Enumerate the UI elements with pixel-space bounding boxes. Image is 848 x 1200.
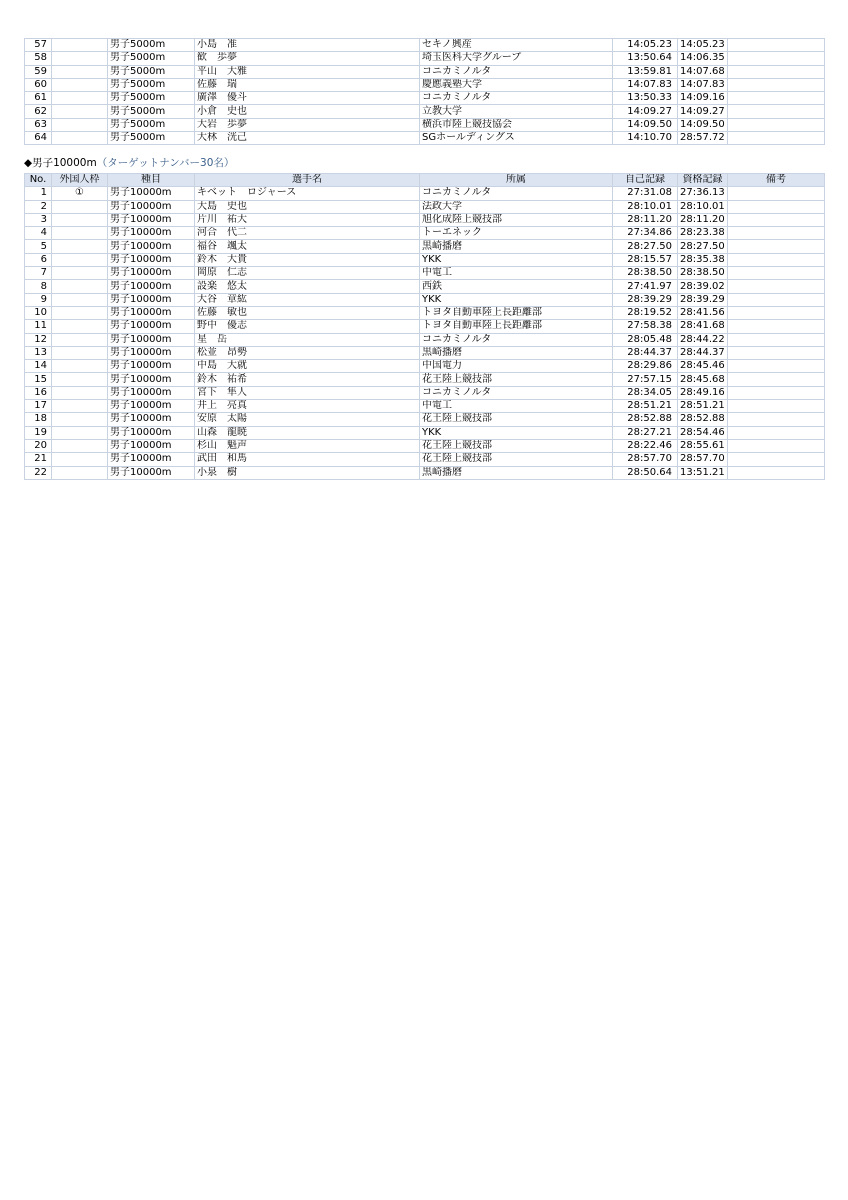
- cell-personal-record: 14:09.27: [613, 105, 678, 118]
- cell-athlete-name: 宮下 隼人: [195, 386, 420, 399]
- cell-no: 59: [25, 65, 52, 78]
- cell-no: 1: [25, 187, 52, 200]
- cell-athlete-name: 佐藤 瑞: [195, 78, 420, 91]
- cell-event: 男子10000m: [108, 213, 195, 226]
- cell-qualifying-record: 13:51.21: [678, 466, 728, 479]
- table-row: [25, 118, 825, 131]
- cell-event: 男子10000m: [108, 293, 195, 306]
- cell-event: 男子10000m: [108, 280, 195, 293]
- cell-no: 13: [25, 346, 52, 359]
- cell-athlete-name: 野中 優志: [195, 320, 420, 333]
- cell-personal-record: 27:41.97: [613, 280, 678, 293]
- cell-affiliation: トヨタ自動車陸上長距離部: [420, 320, 613, 333]
- table-row: [25, 39, 825, 52]
- cell-remarks: [728, 293, 825, 306]
- cell-event: 男子10000m: [108, 320, 195, 333]
- cell-affiliation: 中電工: [420, 267, 613, 280]
- cell-event: 男子5000m: [108, 105, 195, 118]
- table-row: [25, 373, 825, 386]
- cell-affiliation: 横浜市陸上競技協会: [420, 118, 613, 131]
- cell-remarks: [728, 439, 825, 452]
- cell-athlete-name: 安原 太陽: [195, 413, 420, 426]
- cell-no: 64: [25, 132, 52, 145]
- cell-remarks: [728, 105, 825, 118]
- cell-foreign-frame: [52, 92, 108, 105]
- cell-no: 3: [25, 213, 52, 226]
- cell-foreign-frame: [52, 360, 108, 373]
- cell-foreign-frame: [52, 253, 108, 266]
- cell-no: 58: [25, 52, 52, 65]
- cell-athlete-name: 鈴木 大貴: [195, 253, 420, 266]
- cell-athlete-name: 小泉 樹: [195, 466, 420, 479]
- cell-foreign-frame: [52, 466, 108, 479]
- cell-qualifying-record: 27:36.13: [678, 187, 728, 200]
- cell-foreign-frame: [52, 39, 108, 52]
- cell-affiliation: 黒崎播磨: [420, 240, 613, 253]
- section-title-text: ◆男子10000m: [24, 157, 97, 169]
- cell-remarks: [728, 267, 825, 280]
- cell-personal-record: 28:34.05: [613, 386, 678, 399]
- cell-affiliation: 西鉄: [420, 280, 613, 293]
- cell-athlete-name: 廣澤 優斗: [195, 92, 420, 105]
- cell-foreign-frame: [52, 118, 108, 131]
- cell-affiliation: コニカミノルタ: [420, 386, 613, 399]
- cell-affiliation: 中電工: [420, 400, 613, 413]
- cell-remarks: [728, 346, 825, 359]
- cell-affiliation: コニカミノルタ: [420, 187, 613, 200]
- cell-affiliation: 黒崎播磨: [420, 346, 613, 359]
- cell-no: 8: [25, 280, 52, 293]
- cell-event: 男子10000m: [108, 386, 195, 399]
- cell-personal-record: 14:07.83: [613, 78, 678, 91]
- cell-athlete-name: 大岩 歩夢: [195, 118, 420, 131]
- cell-no: 62: [25, 105, 52, 118]
- cell-qualifying-record: 28:55.61: [678, 439, 728, 452]
- cell-personal-record: 28:44.37: [613, 346, 678, 359]
- cell-no: 5: [25, 240, 52, 253]
- cell-event: 男子10000m: [108, 333, 195, 346]
- cell-foreign-frame: [52, 346, 108, 359]
- cell-remarks: [728, 426, 825, 439]
- cell-personal-record: 14:05.23: [613, 39, 678, 52]
- cell-personal-record: 27:31.08: [613, 187, 678, 200]
- table-header: [25, 174, 825, 187]
- cell-foreign-frame: [52, 320, 108, 333]
- cell-athlete-name: 小倉 史也: [195, 105, 420, 118]
- cell-personal-record: 13:50.64: [613, 52, 678, 65]
- cell-foreign-frame: [52, 306, 108, 319]
- cell-remarks: [728, 453, 825, 466]
- cell-no: 18: [25, 413, 52, 426]
- cell-personal-record: 28:19.52: [613, 306, 678, 319]
- cell-athlete-name: キベット ロジャース: [195, 187, 420, 200]
- cell-remarks: [728, 386, 825, 399]
- cell-event: 男子10000m: [108, 200, 195, 213]
- cell-affiliation: 慶應義塾大学: [420, 78, 613, 91]
- cell-remarks: [728, 373, 825, 386]
- cell-foreign-frame: [52, 426, 108, 439]
- cell-no: 14: [25, 360, 52, 373]
- cell-no: 63: [25, 118, 52, 131]
- table-row: [25, 400, 825, 413]
- header-no: No.: [25, 174, 52, 187]
- cell-athlete-name: 片川 祐大: [195, 213, 420, 226]
- cell-athlete-name: 中島 大就: [195, 360, 420, 373]
- cell-affiliation: トーエネック: [420, 227, 613, 240]
- cell-athlete-name: 設楽 悠太: [195, 280, 420, 293]
- cell-event: 男子10000m: [108, 253, 195, 266]
- cell-affiliation: 花王陸上競技部: [420, 453, 613, 466]
- cell-no: 7: [25, 267, 52, 280]
- cell-personal-record: 28:11.20: [613, 213, 678, 226]
- cell-qualifying-record: 28:11.20: [678, 213, 728, 226]
- header-foreign-frame: 外国人枠: [52, 174, 108, 187]
- cell-foreign-frame: [52, 373, 108, 386]
- cell-event: 男子10000m: [108, 466, 195, 479]
- table-row: [25, 267, 825, 280]
- table-row: [25, 386, 825, 399]
- cell-qualifying-record: 28:23.38: [678, 227, 728, 240]
- cell-event: 男子10000m: [108, 373, 195, 386]
- cell-no: 10: [25, 306, 52, 319]
- cell-event: 男子10000m: [108, 400, 195, 413]
- table-row: [25, 92, 825, 105]
- cell-qualifying-record: 14:09.50: [678, 118, 728, 131]
- cell-event: 男子10000m: [108, 227, 195, 240]
- table-row: [25, 306, 825, 319]
- cell-athlete-name: 星 岳: [195, 333, 420, 346]
- cell-remarks: [728, 52, 825, 65]
- cell-qualifying-record: 28:57.72: [678, 132, 728, 145]
- cell-qualifying-record: 28:41.68: [678, 320, 728, 333]
- cell-foreign-frame: [52, 240, 108, 253]
- header-qualifying-record: 資格記録: [678, 174, 728, 187]
- table-row: [25, 453, 825, 466]
- cell-remarks: [728, 333, 825, 346]
- section-target-note: （ターゲットナンバー30名）: [96, 157, 235, 169]
- cell-remarks: [728, 78, 825, 91]
- section-title: [24, 157, 234, 170]
- cell-foreign-frame: [52, 78, 108, 91]
- cell-personal-record: 13:50.33: [613, 92, 678, 105]
- cell-no: 61: [25, 92, 52, 105]
- cell-remarks: [728, 240, 825, 253]
- cell-foreign-frame: [52, 439, 108, 452]
- cell-athlete-name: 岡原 仁志: [195, 267, 420, 280]
- cell-qualifying-record: 28:10.01: [678, 200, 728, 213]
- cell-no: 15: [25, 373, 52, 386]
- cell-event: 男子10000m: [108, 426, 195, 439]
- cell-remarks: [728, 65, 825, 78]
- cell-affiliation: 花王陸上競技部: [420, 373, 613, 386]
- cell-event: 男子10000m: [108, 240, 195, 253]
- cell-foreign-frame: [52, 267, 108, 280]
- cell-affiliation: コニカミノルタ: [420, 65, 613, 78]
- cell-personal-record: 28:39.29: [613, 293, 678, 306]
- cell-event: 男子5000m: [108, 78, 195, 91]
- cell-qualifying-record: 28:35.38: [678, 253, 728, 266]
- cell-qualifying-record: 14:05.23: [678, 39, 728, 52]
- cell-qualifying-record: 28:44.22: [678, 333, 728, 346]
- cell-athlete-name: 大谷 章紘: [195, 293, 420, 306]
- cell-personal-record: 14:10.70: [613, 132, 678, 145]
- cell-qualifying-record: 28:45.46: [678, 360, 728, 373]
- cell-qualifying-record: 28:44.37: [678, 346, 728, 359]
- cell-qualifying-record: 28:54.46: [678, 426, 728, 439]
- table-row: [25, 105, 825, 118]
- cell-remarks: [728, 360, 825, 373]
- cell-qualifying-record: 28:39.02: [678, 280, 728, 293]
- header-personal-record: 自己記録: [613, 174, 678, 187]
- cell-no: 6: [25, 253, 52, 266]
- cell-event: 男子5000m: [108, 132, 195, 145]
- cell-foreign-frame: ①: [52, 187, 108, 200]
- cell-personal-record: 28:15.57: [613, 253, 678, 266]
- cell-qualifying-record: 14:09.16: [678, 92, 728, 105]
- cell-remarks: [728, 118, 825, 131]
- cell-personal-record: 14:09.50: [613, 118, 678, 131]
- cell-remarks: [728, 213, 825, 226]
- cell-remarks: [728, 306, 825, 319]
- men-5000m-table-body: [25, 39, 825, 145]
- cell-affiliation: YKK: [420, 253, 613, 266]
- cell-foreign-frame: [52, 333, 108, 346]
- cell-no: 22: [25, 466, 52, 479]
- cell-athlete-name: 福谷 颯太: [195, 240, 420, 253]
- cell-personal-record: 28:05.48: [613, 333, 678, 346]
- cell-qualifying-record: 28:57.70: [678, 453, 728, 466]
- cell-foreign-frame: [52, 400, 108, 413]
- cell-event: 男子10000m: [108, 453, 195, 466]
- cell-personal-record: 28:38.50: [613, 267, 678, 280]
- cell-no: 17: [25, 400, 52, 413]
- header-athlete-name: 選手名: [195, 174, 420, 187]
- cell-foreign-frame: [52, 65, 108, 78]
- cell-affiliation: YKK: [420, 426, 613, 439]
- cell-qualifying-record: 28:38.50: [678, 267, 728, 280]
- cell-personal-record: 28:29.86: [613, 360, 678, 373]
- table-row: [25, 439, 825, 452]
- table-row: [25, 413, 825, 426]
- cell-athlete-name: 大林 洸己: [195, 132, 420, 145]
- cell-personal-record: 28:10.01: [613, 200, 678, 213]
- table-row: [25, 346, 825, 359]
- cell-athlete-name: 河合 代二: [195, 227, 420, 240]
- cell-affiliation: 黒崎播磨: [420, 466, 613, 479]
- cell-remarks: [728, 132, 825, 145]
- cell-foreign-frame: [52, 386, 108, 399]
- cell-qualifying-record: 28:41.56: [678, 306, 728, 319]
- cell-remarks: [728, 92, 825, 105]
- table-row: [25, 320, 825, 333]
- cell-event: 男子10000m: [108, 267, 195, 280]
- cell-personal-record: 28:50.64: [613, 466, 678, 479]
- cell-no: 9: [25, 293, 52, 306]
- cell-qualifying-record: 14:07.83: [678, 78, 728, 91]
- cell-foreign-frame: [52, 293, 108, 306]
- table-row: [25, 52, 825, 65]
- cell-foreign-frame: [52, 227, 108, 240]
- cell-remarks: [728, 320, 825, 333]
- header-event: 種目: [108, 174, 195, 187]
- cell-qualifying-record: 28:27.50: [678, 240, 728, 253]
- cell-affiliation: YKK: [420, 293, 613, 306]
- cell-athlete-name: 鈴木 祐希: [195, 373, 420, 386]
- cell-event: 男子5000m: [108, 65, 195, 78]
- cell-event: 男子10000m: [108, 306, 195, 319]
- cell-qualifying-record: 14:07.68: [678, 65, 728, 78]
- cell-affiliation: コニカミノルタ: [420, 92, 613, 105]
- table-row: [25, 360, 825, 373]
- cell-affiliation: コニカミノルタ: [420, 333, 613, 346]
- cell-qualifying-record: 28:51.21: [678, 400, 728, 413]
- table-row: [25, 426, 825, 439]
- cell-no: 60: [25, 78, 52, 91]
- cell-affiliation: 埼玉医科大学グループ: [420, 52, 613, 65]
- cell-event: 男子10000m: [108, 360, 195, 373]
- cell-qualifying-record: 28:52.88: [678, 413, 728, 426]
- header-row: [25, 174, 825, 187]
- cell-no: 57: [25, 39, 52, 52]
- cell-event: 男子5000m: [108, 52, 195, 65]
- cell-affiliation: トヨタ自動車陸上長距離部: [420, 306, 613, 319]
- men-10000m-table-body: [25, 187, 825, 480]
- cell-personal-record: 27:34.86: [613, 227, 678, 240]
- cell-remarks: [728, 253, 825, 266]
- header-remarks: 備考: [728, 174, 825, 187]
- table-row: [25, 132, 825, 145]
- table-row: [25, 280, 825, 293]
- cell-event: 男子5000m: [108, 118, 195, 131]
- cell-athlete-name: 杉山 魁声: [195, 439, 420, 452]
- cell-no: 19: [25, 426, 52, 439]
- cell-no: 4: [25, 227, 52, 240]
- cell-personal-record: 28:57.70: [613, 453, 678, 466]
- cell-foreign-frame: [52, 413, 108, 426]
- cell-qualifying-record: 28:39.29: [678, 293, 728, 306]
- cell-foreign-frame: [52, 132, 108, 145]
- table-row: [25, 65, 825, 78]
- cell-affiliation: 立教大学: [420, 105, 613, 118]
- men-5000m-table: [24, 38, 825, 145]
- cell-no: 20: [25, 439, 52, 452]
- cell-qualifying-record: 28:49.16: [678, 386, 728, 399]
- cell-event: 男子5000m: [108, 39, 195, 52]
- table-row: [25, 200, 825, 213]
- cell-remarks: [728, 466, 825, 479]
- cell-personal-record: 13:59.81: [613, 65, 678, 78]
- cell-no: 21: [25, 453, 52, 466]
- cell-affiliation: 中国電力: [420, 360, 613, 373]
- header-affiliation: 所属: [420, 174, 613, 187]
- table-row: [25, 253, 825, 266]
- cell-remarks: [728, 280, 825, 293]
- cell-athlete-name: 平山 大雅: [195, 65, 420, 78]
- cell-affiliation: セキノ興産: [420, 39, 613, 52]
- cell-remarks: [728, 227, 825, 240]
- cell-foreign-frame: [52, 453, 108, 466]
- cell-event: 男子10000m: [108, 439, 195, 452]
- cell-no: 16: [25, 386, 52, 399]
- cell-affiliation: SGホールディングス: [420, 132, 613, 145]
- cell-athlete-name: 歓 歩夢: [195, 52, 420, 65]
- cell-foreign-frame: [52, 105, 108, 118]
- cell-foreign-frame: [52, 213, 108, 226]
- cell-personal-record: 28:52.88: [613, 413, 678, 426]
- cell-foreign-frame: [52, 52, 108, 65]
- cell-event: 男子10000m: [108, 346, 195, 359]
- table-row: [25, 240, 825, 253]
- cell-event: 男子10000m: [108, 413, 195, 426]
- cell-personal-record: 28:27.50: [613, 240, 678, 253]
- cell-foreign-frame: [52, 280, 108, 293]
- table-row: [25, 78, 825, 91]
- table-row: [25, 293, 825, 306]
- cell-athlete-name: 小島 准: [195, 39, 420, 52]
- cell-qualifying-record: 28:45.68: [678, 373, 728, 386]
- table-row: [25, 187, 825, 200]
- cell-no: 2: [25, 200, 52, 213]
- cell-affiliation: 花王陸上競技部: [420, 439, 613, 452]
- cell-athlete-name: 山森 龍暁: [195, 426, 420, 439]
- cell-no: 12: [25, 333, 52, 346]
- cell-affiliation: 旭化成陸上競技部: [420, 213, 613, 226]
- men-10000m-table: [24, 173, 825, 480]
- cell-remarks: [728, 413, 825, 426]
- cell-foreign-frame: [52, 200, 108, 213]
- cell-remarks: [728, 200, 825, 213]
- cell-athlete-name: 佐藤 敏也: [195, 306, 420, 319]
- cell-personal-record: 28:22.46: [613, 439, 678, 452]
- cell-athlete-name: 武田 和馬: [195, 453, 420, 466]
- cell-athlete-name: 松並 昂勢: [195, 346, 420, 359]
- cell-remarks: [728, 187, 825, 200]
- cell-remarks: [728, 39, 825, 52]
- cell-affiliation: 花王陸上競技部: [420, 413, 613, 426]
- cell-no: 11: [25, 320, 52, 333]
- cell-affiliation: 法政大学: [420, 200, 613, 213]
- cell-athlete-name: 大島 史也: [195, 200, 420, 213]
- cell-athlete-name: 井上 亮真: [195, 400, 420, 413]
- cell-personal-record: 27:58.38: [613, 320, 678, 333]
- table-row: [25, 213, 825, 226]
- cell-event: 男子10000m: [108, 187, 195, 200]
- cell-remarks: [728, 400, 825, 413]
- cell-qualifying-record: 14:09.27: [678, 105, 728, 118]
- cell-personal-record: 27:57.15: [613, 373, 678, 386]
- table-row: [25, 333, 825, 346]
- cell-personal-record: 28:51.21: [613, 400, 678, 413]
- cell-qualifying-record: 14:06.35: [678, 52, 728, 65]
- table-row: [25, 227, 825, 240]
- table-row: [25, 466, 825, 479]
- cell-event: 男子5000m: [108, 92, 195, 105]
- cell-personal-record: 28:27.21: [613, 426, 678, 439]
